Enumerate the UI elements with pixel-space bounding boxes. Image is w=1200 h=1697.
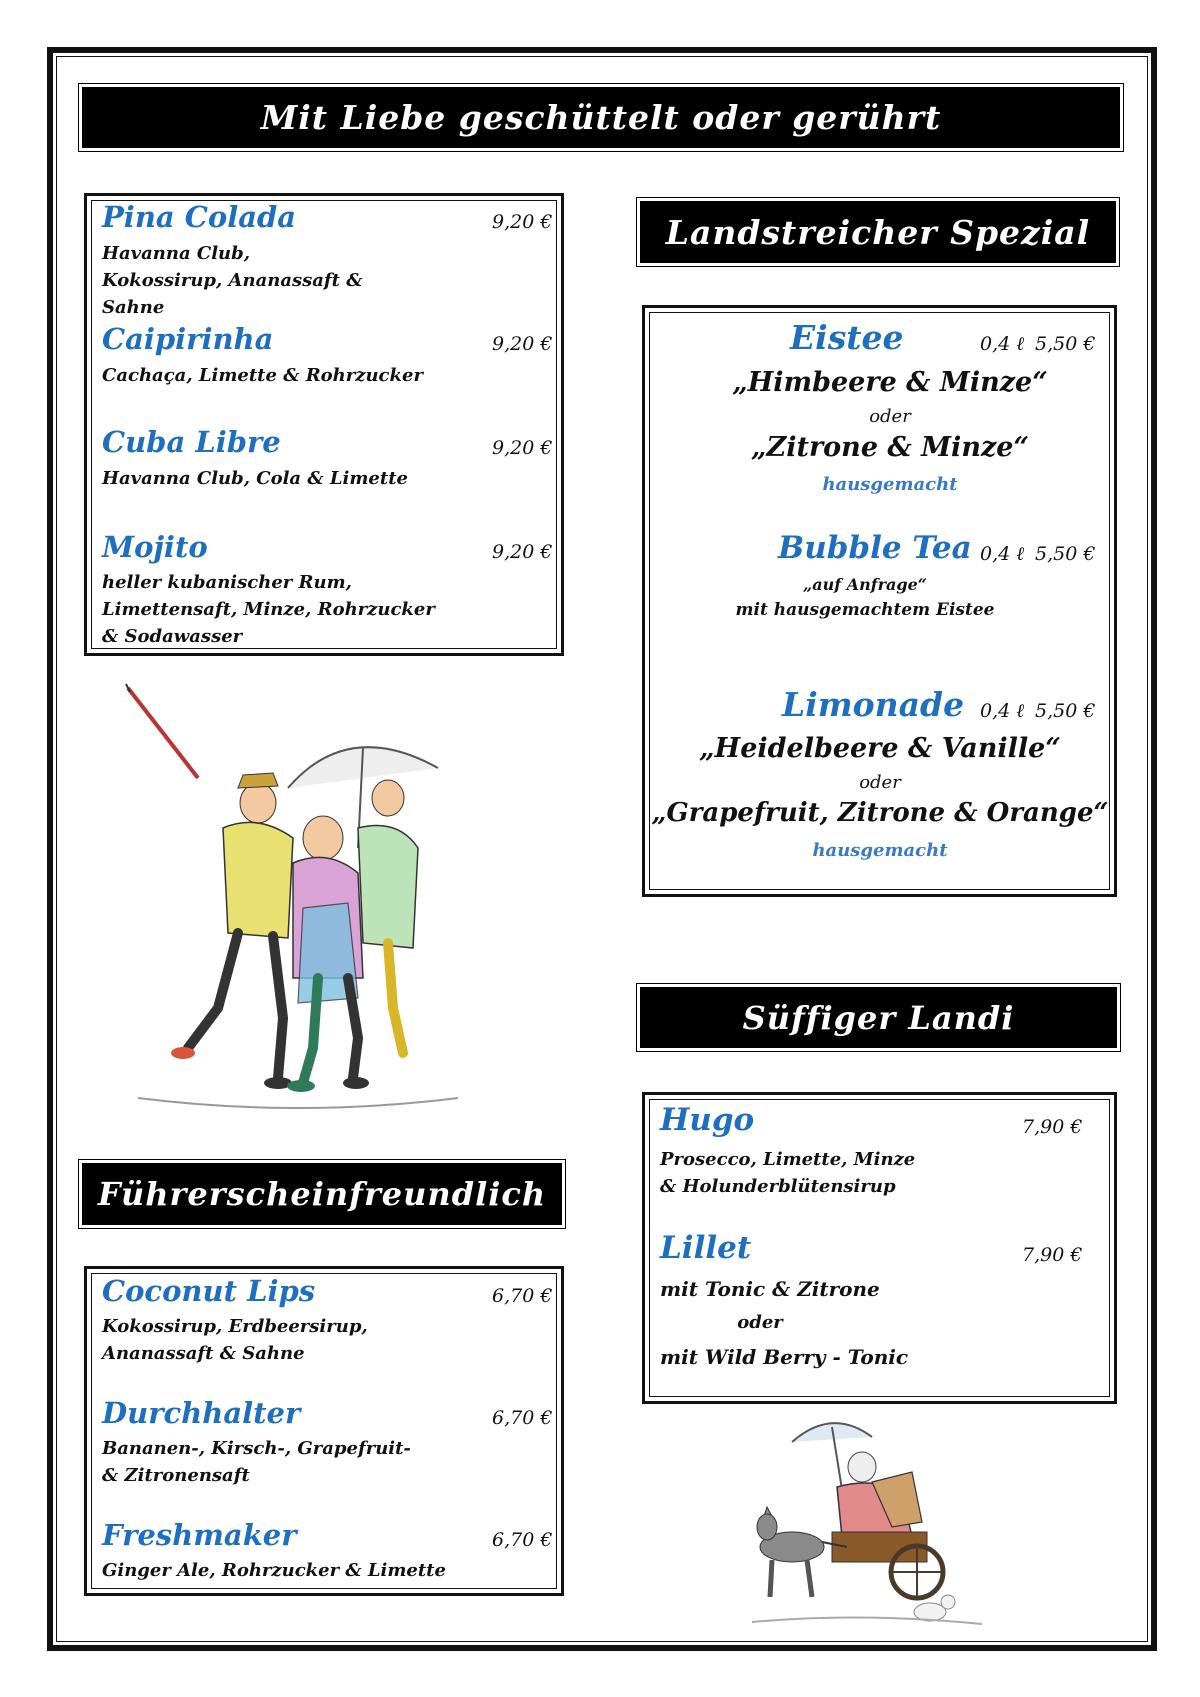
item-price: 9,20 €	[492, 541, 553, 563]
item-name: Freshmaker	[102, 1518, 297, 1552]
main-heading-text: Mit Liebe geschüttelt oder gerührt	[260, 98, 942, 137]
spezial-heading	[640, 201, 1116, 263]
eistee-flavor-1: „Himbeere & Minze“	[732, 367, 1048, 398]
item-price: 6,70 €	[492, 1285, 553, 1307]
item-desc: Havanna Club, Cola & Limette	[102, 468, 408, 489]
eistee-oder: oder	[869, 406, 911, 427]
fuehrerschein-heading	[82, 1163, 562, 1225]
limonade-name: Limonade	[782, 685, 965, 724]
item-name: Coconut Lips	[102, 1274, 316, 1308]
lillet-line-1: mit Tonic & Zitrone	[660, 1277, 880, 1301]
bubble-tea-size: 0,4 ℓ	[980, 543, 1025, 565]
item-price: 6,70 €	[492, 1407, 553, 1429]
limonade-oder: oder	[859, 772, 901, 793]
eistee-name: Eistee	[790, 318, 904, 357]
lillet-line-2: mit Wild Berry - Tonic	[660, 1345, 909, 1369]
lillet-price: 7,90 €	[1022, 1244, 1083, 1266]
item-price: 6,70 €	[492, 1529, 553, 1551]
bubble-tea-line-1: „auf Anfrage“	[803, 575, 927, 594]
hugo-desc: Prosecco, Limette, Minze & Holunderblütensirup	[660, 1149, 916, 1197]
item-name: Mojito	[102, 530, 208, 564]
fuehrerschein-heading-text: Führerscheinfreundlich	[97, 1175, 547, 1213]
item-desc: Kokossirup, Erdbeersirup, Ananassaft & Sahne	[102, 1316, 368, 1364]
limonade-flavor-2: „Grapefruit, Zitrone & Orange“	[651, 798, 1109, 828]
item-desc: Cachaça, Limette & Rohrzucker	[102, 365, 423, 386]
limonade-price: 5,50 €	[1035, 700, 1096, 722]
donkey-cart-illustration	[752, 1412, 982, 1630]
item-desc: heller kubanischer Rum, Limettensaft, Minze, Rohrzucker & Sodawasser	[102, 572, 435, 647]
eistee-price: 5,50 €	[1035, 333, 1096, 355]
item-price: 9,20 €	[492, 333, 553, 355]
lillet-name: Lillet	[660, 1230, 752, 1266]
item-name: Pina Colada	[102, 200, 297, 234]
item-name: Caipirinha	[102, 322, 274, 356]
item-desc: Ginger Ale, Rohrzucker & Limette	[102, 1560, 446, 1581]
eistee-flavor-2: „Zitrone & Minze“	[750, 432, 1029, 463]
lillet-oder: oder	[737, 1312, 783, 1333]
vagabonds-umbrella-illustration	[118, 678, 478, 1118]
bubble-tea-line-2: mit hausgemachtem Eistee	[735, 600, 995, 620]
limonade-hausgemacht: hausgemacht	[812, 840, 948, 861]
eistee-hausgemacht: hausgemacht	[822, 474, 958, 495]
item-price: 9,20 €	[492, 211, 553, 233]
item-name: Cuba Libre	[102, 425, 281, 459]
item-desc: Havanna Club, Kokossirup, Ananassaft & Sahne	[102, 243, 363, 318]
item-desc: Bananen-, Kirsch-, Grapefruit- & Zitronensaft	[102, 1438, 411, 1486]
main-heading	[82, 87, 1120, 148]
limonade-flavor-1: „Heidelbeere & Vanille“	[699, 733, 1061, 764]
item-price: 9,20 €	[492, 437, 553, 459]
eistee-size: 0,4 ℓ	[980, 333, 1025, 355]
spezial-heading-text: Landstreicher Spezial	[665, 212, 1091, 252]
hugo-name: Hugo	[660, 1102, 755, 1138]
hugo-price: 7,90 €	[1022, 1116, 1083, 1138]
item-name: Durchhalter	[102, 1396, 301, 1430]
landi-heading-text: Süffiger Landi	[742, 998, 1015, 1037]
landi-heading	[640, 987, 1117, 1048]
limonade-size: 0,4 ℓ	[980, 700, 1025, 722]
bubble-tea-name: Bubble Tea	[778, 530, 972, 566]
bubble-tea-price: 5,50 €	[1035, 543, 1096, 565]
